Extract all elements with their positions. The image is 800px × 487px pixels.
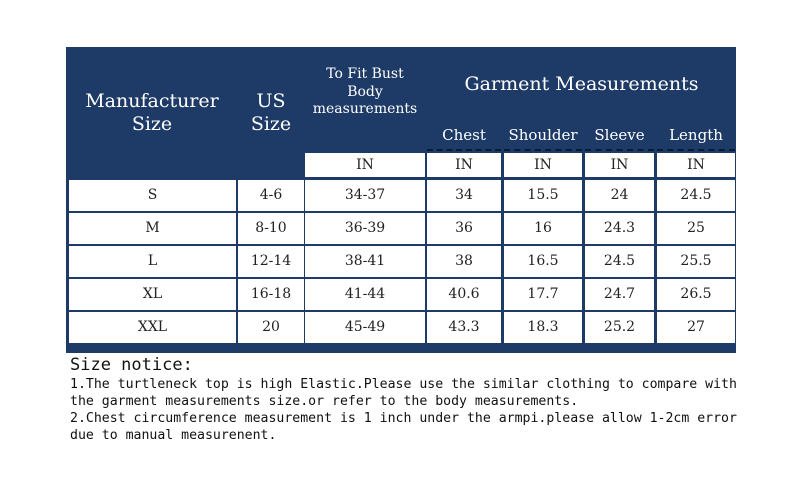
cell-length: 27 bbox=[657, 312, 735, 343]
cell-chest: 40.6 bbox=[427, 279, 501, 310]
cell-bust: 36-39 bbox=[305, 213, 425, 244]
cell-manufacturer-size: XXL bbox=[69, 312, 236, 343]
cell-manufacturer-size: L bbox=[69, 246, 236, 277]
cell-sleeve: 24.7 bbox=[585, 279, 654, 310]
notice-line-1: 1.The turtleneck top is high Elastic.Please use the similar clothing to compare with bbox=[70, 377, 737, 392]
cell-shoulder: 16 bbox=[504, 213, 582, 244]
cell-bust: 38-41 bbox=[305, 246, 425, 277]
header-chest: Chest bbox=[427, 120, 501, 151]
header-shoulder: Shoulder bbox=[504, 120, 582, 151]
size-notice bbox=[70, 354, 740, 444]
header-garment-measurements: Garment Measurements bbox=[464, 72, 699, 95]
header-manufacturer-size: Manufacturer Size bbox=[85, 90, 219, 135]
cell-shoulder: 18.3 bbox=[504, 312, 582, 343]
cell-shoulder: 15.5 bbox=[504, 180, 582, 211]
cell-shoulder: 16.5 bbox=[504, 246, 582, 277]
cell-chest: 36 bbox=[427, 213, 501, 244]
unit-length: IN bbox=[657, 153, 735, 177]
cell-us-size: 12-14 bbox=[238, 246, 304, 277]
cell-length: 26.5 bbox=[657, 279, 735, 310]
unit-shoulder: IN bbox=[504, 153, 582, 177]
cell-us-size: 16-18 bbox=[238, 279, 304, 310]
cell-sleeve: 25.2 bbox=[585, 312, 654, 343]
cell-length: 24.5 bbox=[657, 180, 735, 211]
cell-length: 25.5 bbox=[657, 246, 735, 277]
cell-manufacturer-size: XL bbox=[69, 279, 236, 310]
cell-chest: 43.3 bbox=[427, 312, 501, 343]
cell-bust: 45-49 bbox=[305, 312, 425, 343]
cell-us-size: 20 bbox=[238, 312, 304, 343]
cell-manufacturer-size: S bbox=[69, 180, 236, 211]
cell-sleeve: 24 bbox=[585, 180, 654, 211]
cell-sleeve: 24.5 bbox=[585, 246, 654, 277]
cell-shoulder: 17.7 bbox=[504, 279, 582, 310]
header-us-size: US Size bbox=[250, 90, 292, 135]
cell-bust: 34-37 bbox=[305, 180, 425, 211]
notice-line-4: due to manual measurenent. bbox=[70, 428, 277, 443]
cell-sleeve: 24.3 bbox=[585, 213, 654, 244]
size-chart-table bbox=[66, 47, 736, 353]
notice-line-3: 2.Chest circumference measurement is 1 inch under the armpi.please allow 1-2cm error bbox=[70, 411, 737, 426]
header-length: Length bbox=[657, 120, 735, 151]
cell-chest: 34 bbox=[427, 180, 501, 211]
unit-chest: IN bbox=[427, 153, 501, 177]
cell-chest: 38 bbox=[427, 246, 501, 277]
cell-manufacturer-size: M bbox=[69, 213, 236, 244]
size-notice-title: Size notice: bbox=[70, 355, 193, 375]
unit-sleeve: IN bbox=[585, 153, 654, 177]
notice-line-2: the garment measurements size.or refer to the body measurements. bbox=[70, 394, 579, 409]
header-to-fit-bust: To Fit Bust Body measurements bbox=[312, 66, 418, 117]
cell-us-size: 8-10 bbox=[238, 213, 304, 244]
cell-us-size: 4-6 bbox=[238, 180, 304, 211]
cell-length: 25 bbox=[657, 213, 735, 244]
unit-bust: IN bbox=[305, 153, 425, 177]
header-sleeve: Sleeve bbox=[585, 120, 654, 151]
cell-bust: 41-44 bbox=[305, 279, 425, 310]
